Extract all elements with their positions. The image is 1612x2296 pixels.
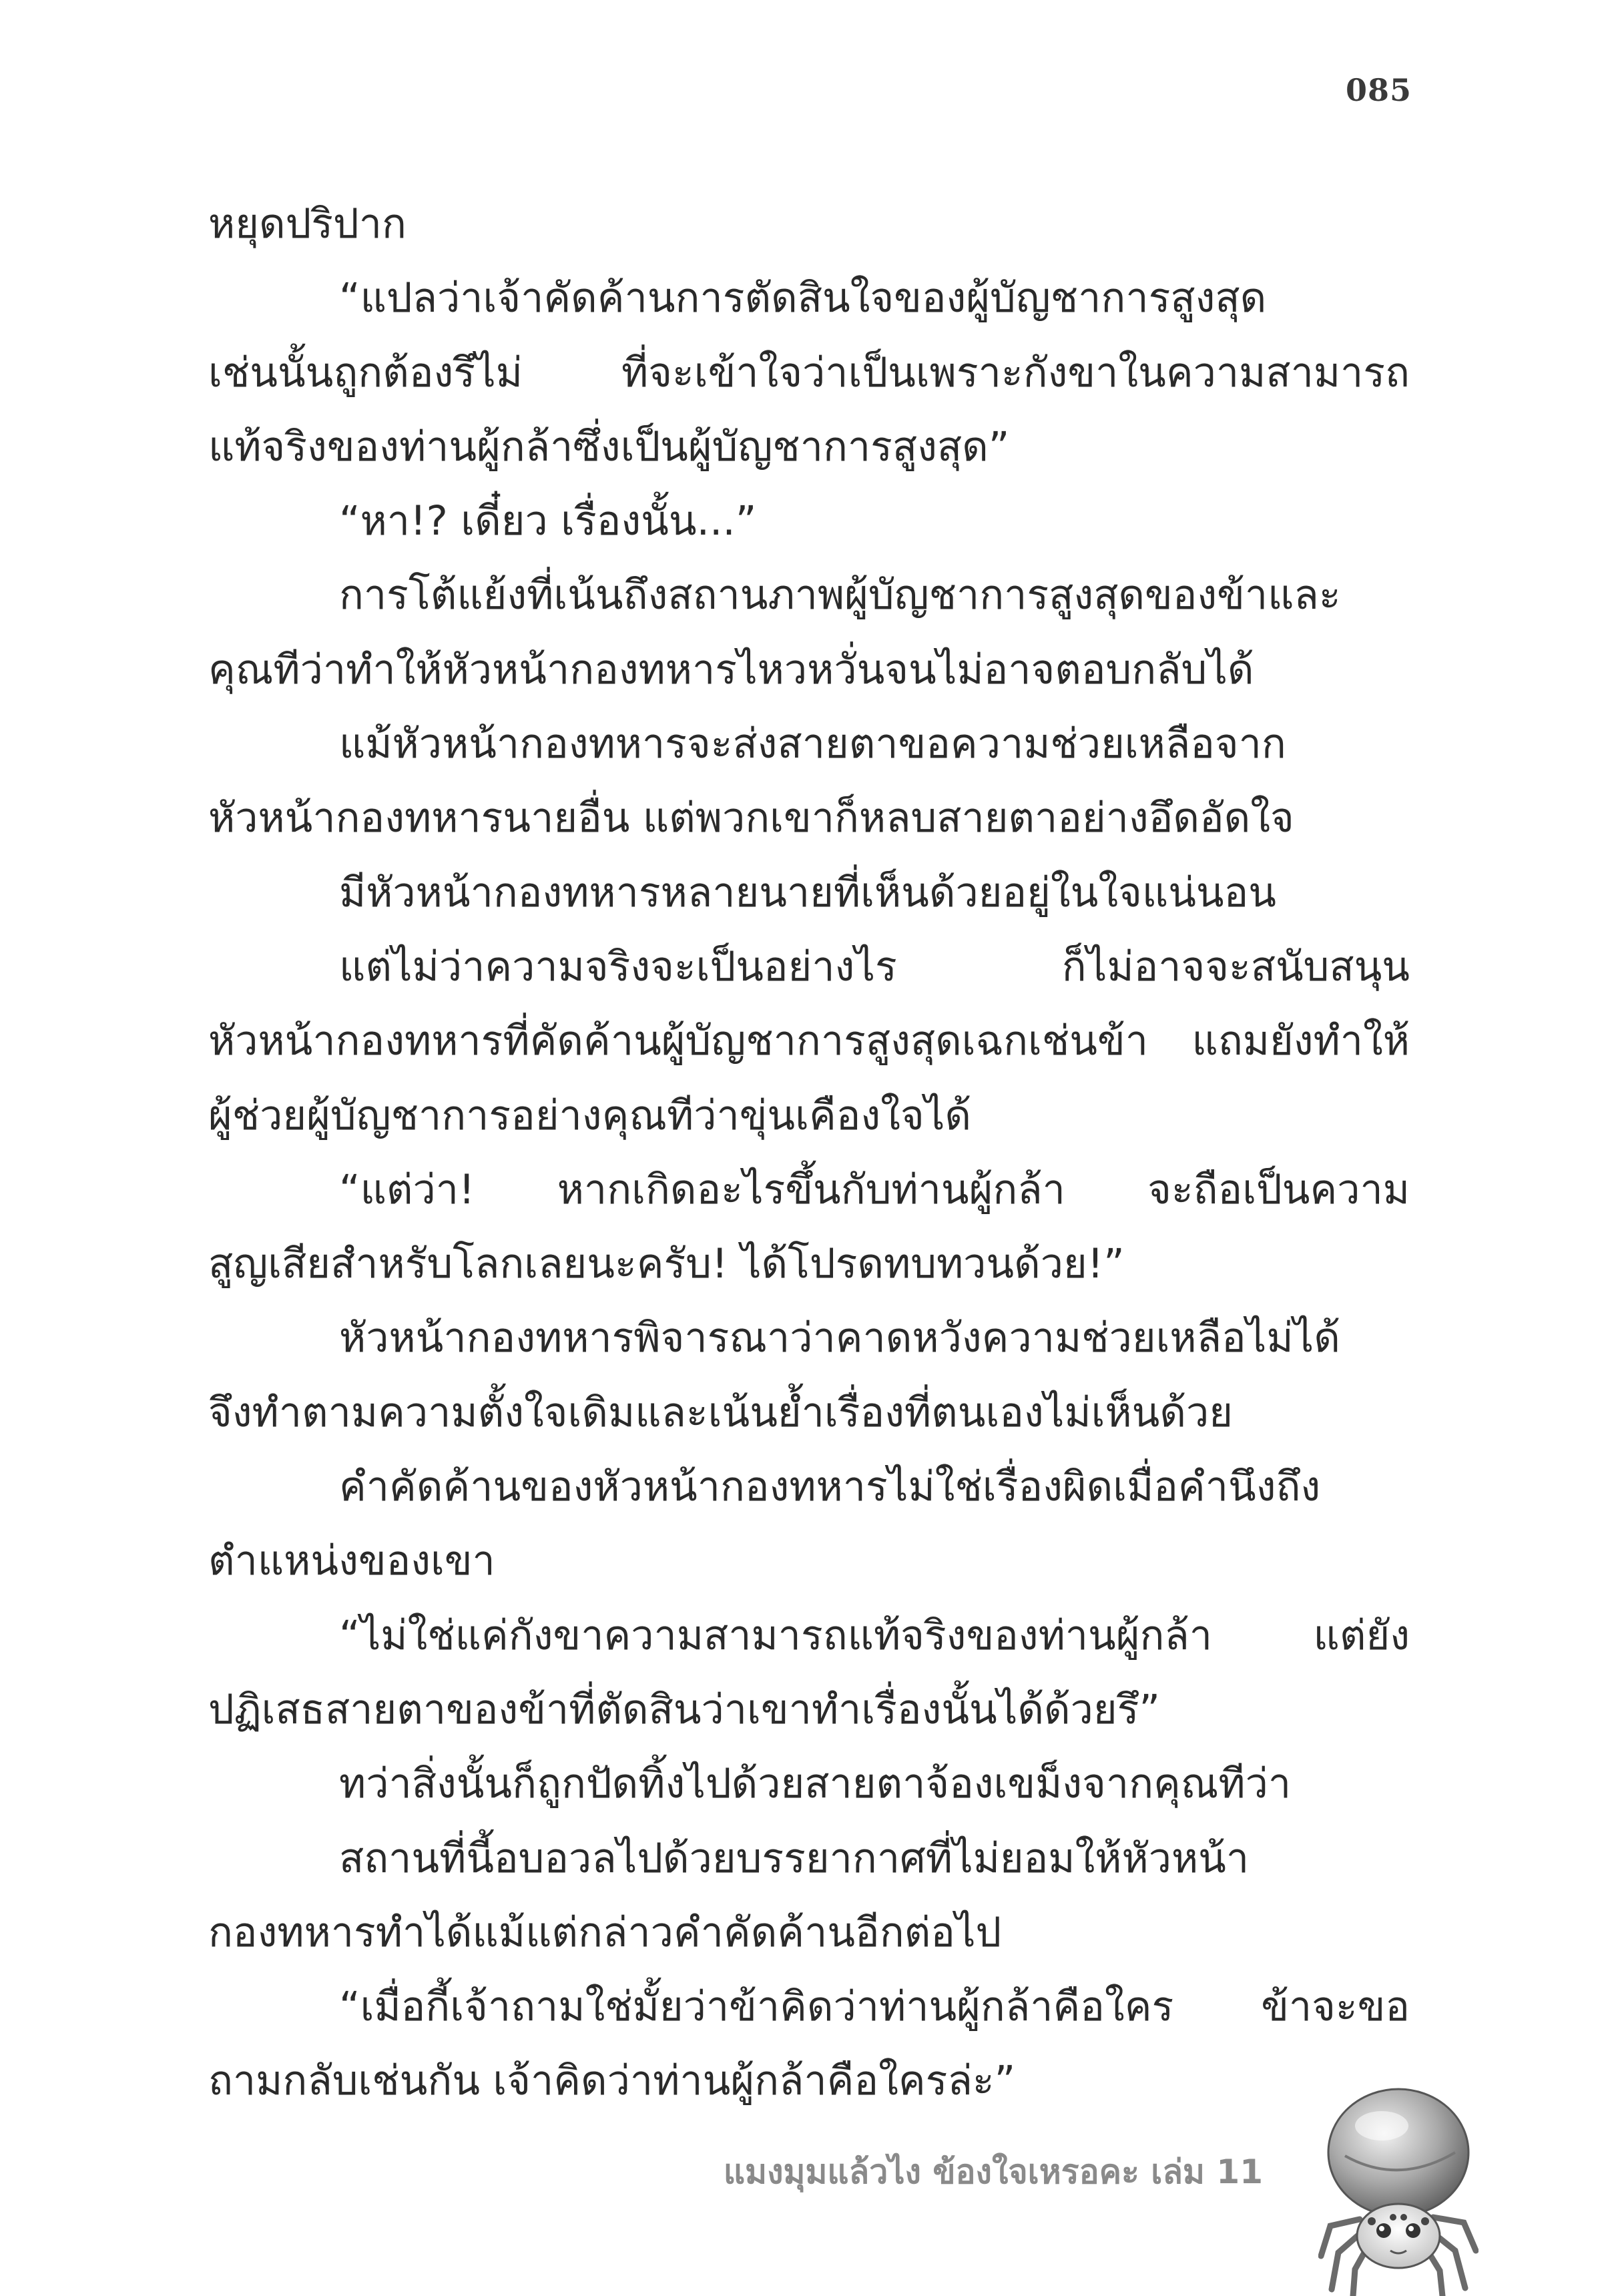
- text-line: “แต่ว่า! หากเกิดอะไรขึ้นกับท่านผู้กล้า จะถือเป็นความ: [339, 1165, 1410, 1213]
- text-line: มีหัวหน้ากองทหารหลายนายที่เห็นด้วยอยู่ในใจแน่นอน: [339, 868, 1276, 916]
- text-line: แต่ไม่ว่าความจริงจะเป็นอย่างไร ก็ไม่อาจจะสนับสนุน: [339, 942, 1410, 990]
- text-line: “แปลว่าเจ้าคัดค้านการตัดสินใจของผู้บัญชาการสูงสุด: [339, 274, 1267, 322]
- text-line: กองทหารทำได้แม้แต่กล่าวคำคัดค้านอีกต่อไป: [208, 1908, 1002, 1956]
- text-line: หยุดปริปาก: [208, 200, 407, 248]
- spider-mascot-icon: [1318, 2076, 1479, 2296]
- text-line: แท้จริงของท่านผู้กล้าซึ่งเป็นผู้บัญชาการสูงสุด”: [208, 422, 1010, 471]
- text-line: จึงทำตามความตั้งใจเดิมและเน้นย้ำเรื่องที่ตนเองไม่เห็นด้วย: [208, 1388, 1233, 1436]
- text-line: “ไม่ใช่แค่กังขาความสามารถแท้จริงของท่านผู้กล้า แต่ยัง: [339, 1611, 1410, 1659]
- text-line: หัวหน้ากองทหารที่คัดค้านผู้บัญชาการสูงสุดเฉกเช่นข้า แถมยังทำให้: [208, 1017, 1410, 1065]
- text-line: สถานที่นี้อบอวลไปด้วยบรรยากาศที่ไม่ยอมให้หัวหน้า: [339, 1834, 1250, 1882]
- text-line: เช่นนั้นถูกต้องรึไม่ ที่จะเข้าใจว่าเป็นเพราะกังขาในความสามารถ: [208, 348, 1410, 396]
- text-line: แม้หัวหน้ากองทหารจะส่งสายตาขอความช่วยเหลือจาก: [339, 720, 1286, 768]
- text-line: ตำแหน่งของเขา: [208, 1537, 495, 1585]
- text-line: สูญเสียสำหรับโลกเลยนะครับ! ได้โปรดทบทวนด้วย!”: [208, 1240, 1125, 1288]
- text-line: ผู้ช่วยผู้บัญชาการอย่างคุณทีว่าขุ่นเคืองใจได้: [208, 1091, 972, 1139]
- page-number: 085: [1345, 72, 1412, 108]
- text-line: คำคัดค้านของหัวหน้ากองทหารไม่ใช่เรื่องผิดเมื่อคำนึงถึง: [339, 1463, 1321, 1511]
- text-line: หัวหน้ากองทหารพิจารณาว่าคาดหวังความช่วยเหลือไม่ได้: [339, 1314, 1340, 1362]
- running-footer-title: แมงมุมแล้วไง ข้องใจเหรอคะ เล่ม 11: [723, 2152, 1263, 2191]
- text-line: คุณทีว่าทำให้หัวหน้ากองทหารไหวหวั่นจนไม่อาจตอบกลับได้: [208, 645, 1254, 693]
- text-line: “หา!? เดี๋ยว เรื่องนั้น...”: [339, 497, 757, 545]
- text-line: การโต้แย้งที่เน้นถึงสถานภาพผู้บัญชาการสูงสุดของข้าและ: [339, 571, 1341, 619]
- text-line: ปฏิเสธสายตาของข้าที่ตัดสินว่าเขาทำเรื่องนั้นได้ด้วยรึ”: [208, 1685, 1160, 1733]
- text-line: ถามกลับเช่นกัน เจ้าคิดว่าท่านผู้กล้าคือใครล่ะ”: [208, 2057, 1016, 2105]
- text-line: หัวหน้ากองทหารนายอื่น แต่พวกเขาก็หลบสายตาอย่างอึดอัดใจ: [208, 794, 1294, 842]
- text-line: “เมื่อกี้เจ้าถามใช่มั้ยว่าข้าคิดว่าท่านผู้กล้าคือใคร ข้าจะขอ: [339, 1983, 1410, 2031]
- body-text: [208, 187, 1410, 2118]
- text-line: ทว่าสิ่งนั้นก็ถูกปัดทิ้งไปด้วยสายตาจ้องเขม็งจากคุณทีว่า: [339, 1760, 1292, 1808]
